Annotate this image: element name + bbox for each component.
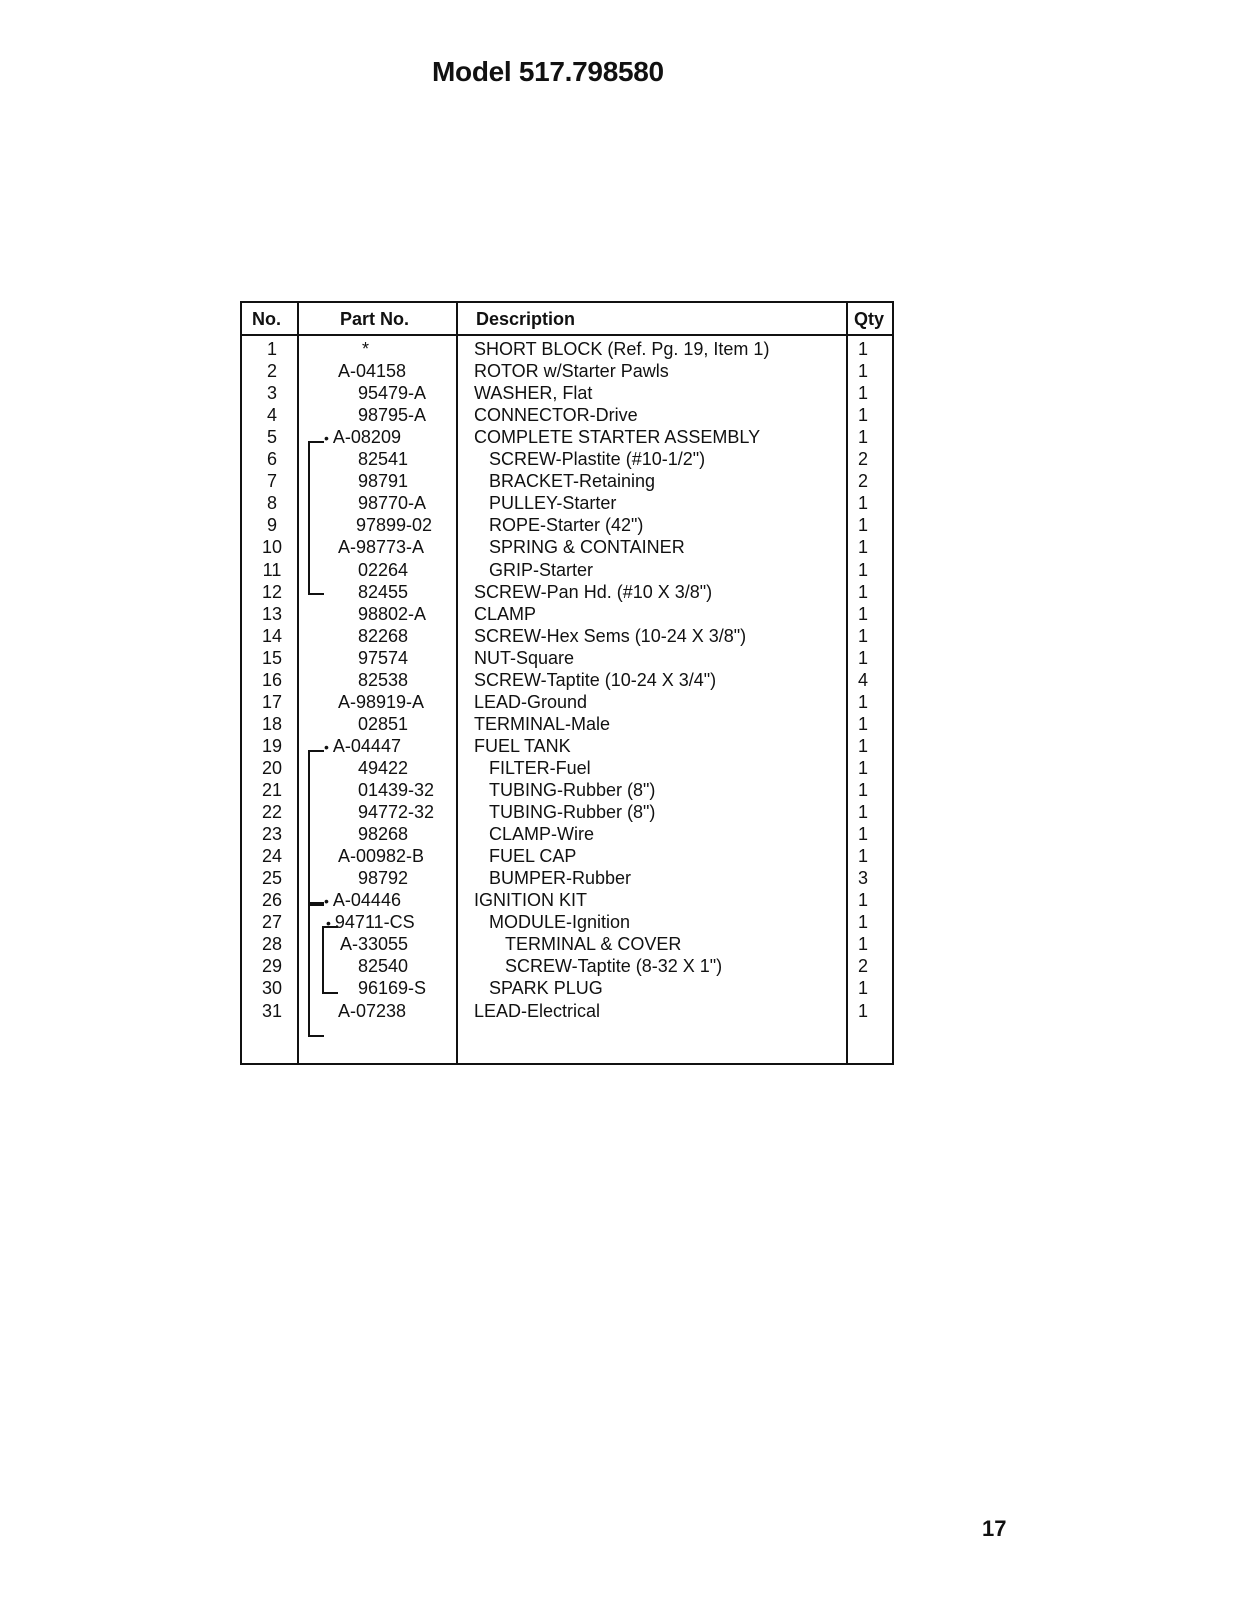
table-row: [0, 625, 1258, 647]
part-number-text: A-33055: [340, 934, 409, 955]
part-quantity: 1: [857, 405, 868, 426]
part-description: COMPLETE STARTER ASSEMBLY: [474, 427, 761, 448]
row-number: 5: [266, 427, 277, 448]
part-quantity: 1: [857, 581, 868, 602]
table-row: [0, 382, 1258, 404]
part-number-text: A-98919-A: [338, 691, 425, 712]
part-quantity: 1: [857, 780, 868, 800]
row-number: 6: [266, 449, 277, 470]
bullet-icon: •: [324, 893, 329, 910]
part-description: TERMINAL & COVER: [505, 934, 682, 955]
starter-assembly-bracket: [308, 441, 324, 595]
table-row: [0, 801, 1258, 823]
bullet-icon: •: [324, 738, 329, 755]
part-number: [358, 669, 408, 691]
part-quantity: 1: [857, 978, 868, 999]
part-quantity: 1: [857, 625, 868, 646]
row-number: 16: [261, 669, 283, 690]
fuel-tank-bracket: [308, 750, 324, 904]
part-number: [324, 735, 401, 758]
part-number-text: 94772-32: [358, 802, 435, 823]
part-description: MODULE-Ignition: [489, 912, 631, 933]
row-number: 29: [261, 956, 283, 977]
part-number: [324, 889, 401, 912]
part-quantity: 1: [857, 537, 868, 558]
part-number: [358, 581, 408, 603]
part-number-text: 02851: [358, 713, 409, 734]
row-number: 8: [266, 493, 277, 514]
part-description: FUEL TANK: [474, 735, 571, 756]
table-row: [0, 713, 1258, 735]
part-number-text: 82540: [358, 956, 409, 977]
row-number: 17: [261, 691, 283, 712]
part-description: SHORT BLOCK (Ref. Pg. 19, Item 1): [474, 339, 770, 359]
header-divider: [242, 334, 892, 336]
row-number: 30: [261, 978, 283, 999]
module-ignition-bracket: [322, 926, 338, 994]
part-number-text: 82541: [358, 449, 409, 470]
table-row: [0, 911, 1258, 933]
part-number-text: A-00982-B: [338, 846, 425, 867]
part-quantity: 1: [857, 559, 868, 580]
row-number: 25: [261, 868, 283, 889]
row-number: 15: [261, 647, 283, 668]
part-number-text: A-98773-A: [338, 537, 425, 558]
table-row: [0, 955, 1258, 977]
part-number: [340, 933, 408, 955]
table-row: [0, 559, 1258, 581]
table-row: [0, 647, 1258, 669]
part-number: [358, 448, 408, 470]
part-number-text: 98795-A: [358, 405, 427, 426]
part-number-text: 82268: [358, 625, 409, 646]
part-quantity: 1: [857, 713, 868, 734]
part-description: SPRING & CONTAINER: [489, 537, 685, 558]
row-number: 27: [261, 912, 283, 933]
part-number: [338, 536, 424, 558]
row-number: 4: [266, 405, 277, 426]
row-number: 12: [261, 581, 283, 602]
row-number: 21: [261, 780, 283, 800]
part-description: LEAD-Ground: [474, 691, 588, 712]
table-row: [0, 889, 1258, 911]
part-description: ROPE-Starter (42"): [489, 515, 644, 536]
part-quantity: 1: [857, 427, 868, 448]
part-quantity: 4: [857, 669, 868, 690]
table-row: [0, 779, 1258, 801]
part-quantity: 1: [857, 846, 868, 867]
part-description: TERMINAL-Male: [474, 713, 611, 734]
part-number-text: 97899-02: [356, 515, 433, 536]
part-number: [358, 713, 408, 735]
part-quantity: 2: [857, 449, 868, 470]
part-quantity: 2: [857, 956, 868, 977]
part-description: LEAD-Electrical: [474, 1000, 601, 1021]
part-quantity: 1: [857, 361, 868, 382]
table-row: [0, 470, 1258, 492]
part-quantity: 1: [857, 802, 868, 823]
part-description: CONNECTOR-Drive: [474, 405, 638, 426]
part-quantity: 1: [857, 383, 868, 404]
part-number: [338, 360, 406, 382]
part-number-text: 02264: [358, 559, 409, 580]
part-number-text: A-04447: [332, 735, 401, 756]
part-description: BRACKET-Retaining: [489, 471, 656, 492]
part-description: TUBING-Rubber (8"): [489, 780, 656, 800]
table-row: [0, 1000, 1258, 1022]
part-quantity: 1: [857, 603, 868, 624]
table-row: [0, 845, 1258, 867]
bullet-icon: •: [326, 915, 331, 932]
header-part-no: Part No.: [340, 309, 410, 329]
part-description: IGNITION KIT: [474, 890, 588, 911]
table-row: [0, 492, 1258, 514]
table-row: [0, 360, 1258, 382]
table-row: [0, 603, 1258, 625]
part-number-text: 96169-S: [358, 978, 427, 999]
part-number-text: 94711-CS: [334, 912, 415, 933]
page-number: 17: [982, 1516, 1007, 1541]
part-description: FILTER-Fuel: [489, 757, 591, 778]
part-number: [358, 955, 408, 977]
part-quantity: 1: [857, 934, 868, 955]
part-number-text: 95479-A: [358, 383, 427, 404]
row-number: 20: [261, 757, 283, 778]
part-description: ROTOR w/Starter Pawls: [474, 361, 669, 382]
part-number-text: *: [362, 339, 370, 359]
part-number-text: 97574: [358, 647, 409, 668]
part-number-text: 98791: [358, 471, 409, 492]
part-quantity: 1: [857, 890, 868, 911]
row-number: 9: [266, 515, 277, 536]
row-number: 26: [261, 890, 283, 911]
part-number: [358, 470, 408, 492]
table-row: [0, 338, 1258, 360]
row-number: 1: [266, 339, 277, 359]
part-description: WASHER, Flat: [474, 383, 593, 404]
row-number: 13: [261, 603, 283, 624]
part-description: TUBING-Rubber (8"): [489, 802, 656, 823]
part-number-text: A-08209: [332, 427, 401, 448]
table-row: [0, 757, 1258, 779]
part-number: [338, 845, 424, 867]
part-description: BUMPER-Rubber: [489, 868, 632, 889]
part-description: NUT-Square: [474, 647, 575, 668]
part-number-text: 98268: [358, 824, 409, 845]
row-number: 24: [261, 846, 283, 867]
table-row: [0, 977, 1258, 999]
row-number: 18: [261, 713, 283, 734]
part-quantity: 3: [857, 868, 868, 889]
part-description: SCREW-Taptite (10-24 X 3/4"): [474, 669, 717, 690]
part-description: SPARK PLUG: [489, 978, 603, 999]
part-number: [338, 691, 424, 713]
part-quantity: 1: [857, 824, 868, 845]
row-number: 10: [261, 537, 283, 558]
part-number: [358, 757, 408, 779]
part-number: [358, 823, 408, 845]
table-row: [0, 867, 1258, 889]
part-number: [358, 977, 426, 999]
table-row: [0, 823, 1258, 845]
part-description: FUEL CAP: [489, 846, 577, 867]
part-quantity: 2: [857, 471, 868, 492]
part-quantity: 1: [857, 647, 868, 668]
part-number: [358, 801, 434, 823]
part-number: [356, 514, 432, 536]
part-number: [358, 492, 426, 514]
part-description: GRIP-Starter: [489, 559, 594, 580]
part-description: SCREW-Pan Hd. (#10 X 3/8"): [474, 581, 713, 602]
row-number: 19: [261, 735, 283, 756]
part-number: [358, 559, 408, 581]
part-number: [358, 404, 426, 426]
part-number-text: 98770-A: [358, 493, 427, 514]
table-row: [0, 536, 1258, 558]
part-description: SCREW-Taptite (8-32 X 1"): [505, 956, 723, 977]
part-number-text: 82455: [358, 581, 409, 602]
part-quantity: 1: [857, 757, 868, 778]
table-row: [0, 691, 1258, 713]
part-number: [358, 603, 426, 625]
table-row: [0, 514, 1258, 536]
part-quantity: 1: [857, 735, 868, 756]
part-number-text: A-07238: [338, 1000, 407, 1021]
part-description: CLAMP: [474, 603, 537, 624]
part-description: CLAMP-Wire: [489, 824, 595, 845]
part-quantity: 1: [857, 339, 868, 359]
row-number: 7: [266, 471, 277, 492]
part-quantity: 1: [857, 515, 868, 536]
part-description: SCREW-Plastite (#10-1/2"): [489, 449, 706, 470]
row-number: 23: [261, 824, 283, 845]
part-quantity: 1: [857, 1000, 868, 1021]
row-number: 11: [262, 559, 282, 580]
part-number-text: 49422: [358, 757, 409, 778]
part-number-text: 98792: [358, 868, 409, 889]
table-row: [0, 933, 1258, 955]
part-quantity: 1: [857, 493, 868, 514]
table-row: [0, 426, 1258, 448]
part-number-text: 98802-A: [358, 603, 427, 624]
part-number: [338, 1000, 406, 1022]
table-row: [0, 669, 1258, 691]
part-number: [362, 338, 369, 360]
table-row: [0, 581, 1258, 603]
row-number: 3: [266, 383, 277, 404]
header-no: No.: [252, 309, 281, 329]
part-number-text: A-04158: [338, 361, 407, 382]
part-number-text: 01439-32: [358, 780, 435, 800]
part-number: [326, 911, 415, 934]
table-row: [0, 735, 1258, 757]
table-row: [0, 448, 1258, 470]
row-number: 31: [261, 1000, 283, 1021]
part-description: PULLEY-Starter: [489, 493, 617, 514]
part-description: SCREW-Hex Sems (10-24 X 3/8"): [474, 625, 747, 646]
part-number: [358, 625, 408, 647]
row-number: 22: [261, 802, 283, 823]
part-number-text: 82538: [358, 669, 409, 690]
header-qty: Qty: [854, 309, 885, 329]
part-quantity: 1: [857, 912, 868, 933]
bullet-icon: •: [324, 430, 329, 447]
part-number: [324, 426, 401, 449]
row-number: 2: [266, 361, 277, 382]
part-number-text: A-04446: [332, 890, 401, 911]
part-number: [358, 647, 408, 669]
part-number: [358, 382, 426, 404]
part-number: [358, 779, 434, 801]
page-title: Model 517.798580: [432, 56, 664, 87]
table-row: [0, 404, 1258, 426]
row-number: 14: [261, 625, 283, 646]
header-description: Description: [476, 309, 576, 329]
part-number: [358, 867, 408, 889]
part-quantity: 1: [857, 691, 868, 712]
row-number: 28: [261, 934, 283, 955]
